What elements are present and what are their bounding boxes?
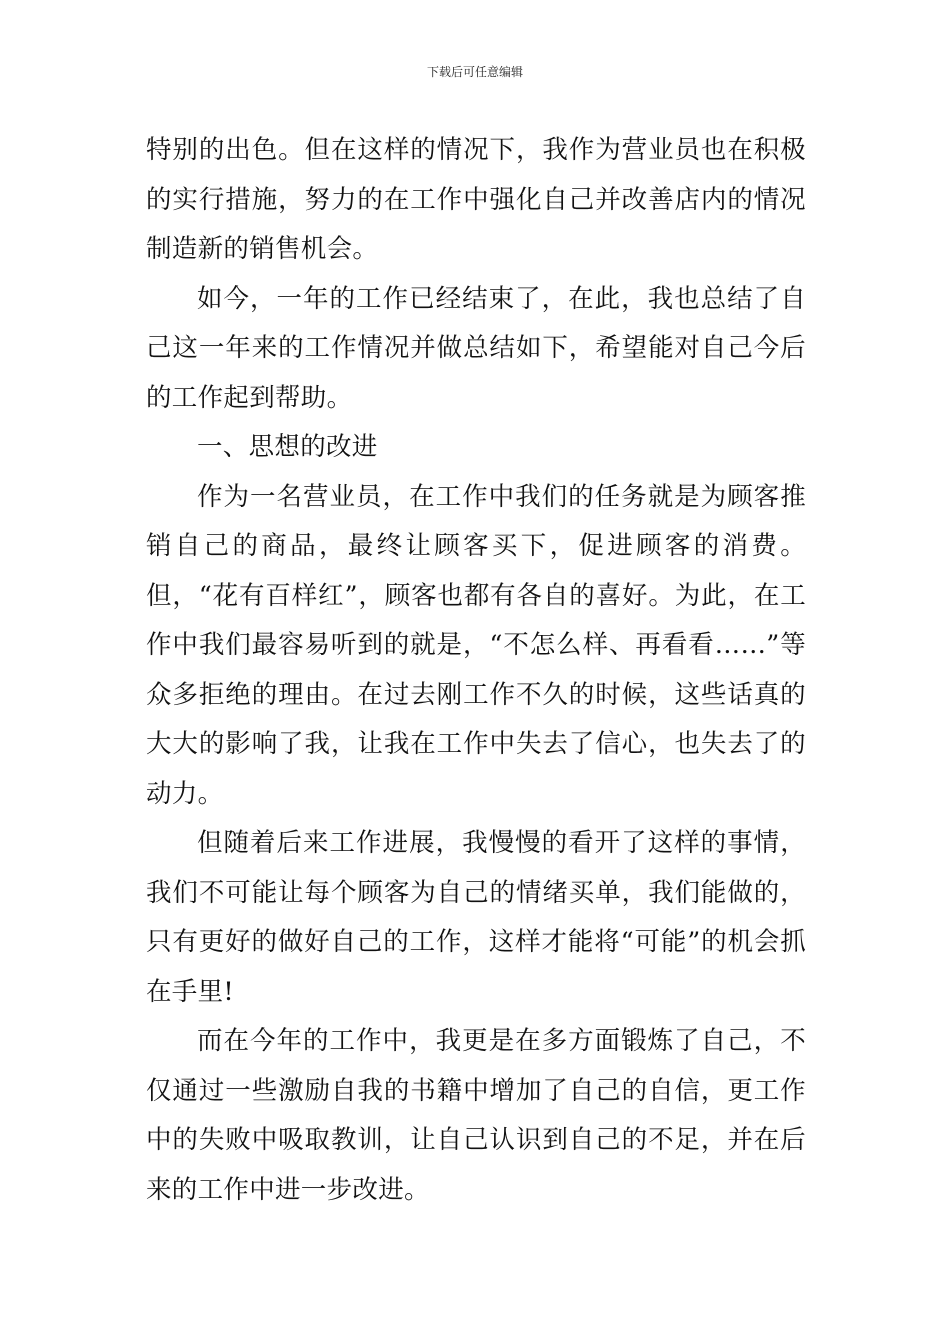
paragraph-summary-intro: 如今，一年的工作已经结束了，在此，我也总结了自己这一年来的工作情况并做总结如下，希望能对自己今后的工作起到帮助。: [146, 283, 806, 413]
paragraph-progress: 但随着后来工作进展，我慢慢的看开了这样的事情，我们不可能让每个顾客为自己的情绪买单，我们能做的，只有更好的做好自己的工作，这样才能将“可能”的机会抓在手里!: [146, 828, 806, 1007]
document-body: [146, 126, 806, 1215]
paragraph-salesperson-task: 作为一名营业员，在工作中我们的任务就是为顾客推销自己的商品，最终让顾客买下，促进顾客的消费。但，“花有百样红”，顾客也都有各自的喜好。为此，在工作中我们最容易听到的就是，“不怎么样、再看看……”等众多拒绝的理由。在过去刚工作不久的时候，这些话真的大大的影响了我，让我在工作中失去了信心，也失去了的动力。: [146, 481, 806, 809]
page-header: 下载后可任意编辑: [426, 65, 523, 79]
section-heading: 一、思想的改进: [197, 432, 378, 462]
paragraph-continuation: 特别的出色。但在这样的情况下，我作为营业员也在积极的实行措施，努力的在工作中强化自己并改善店内的情况制造新的销售机会。: [146, 135, 806, 264]
paragraph-self-improvement: 而在今年的工作中，我更是在多方面锻炼了自己，不仅通过一些激励自我的书籍中增加了自己的自信，更工作中的失败中吸取教训，让自己认识到自己的不足，并在后来的工作中进一步改进。: [146, 1026, 806, 1205]
